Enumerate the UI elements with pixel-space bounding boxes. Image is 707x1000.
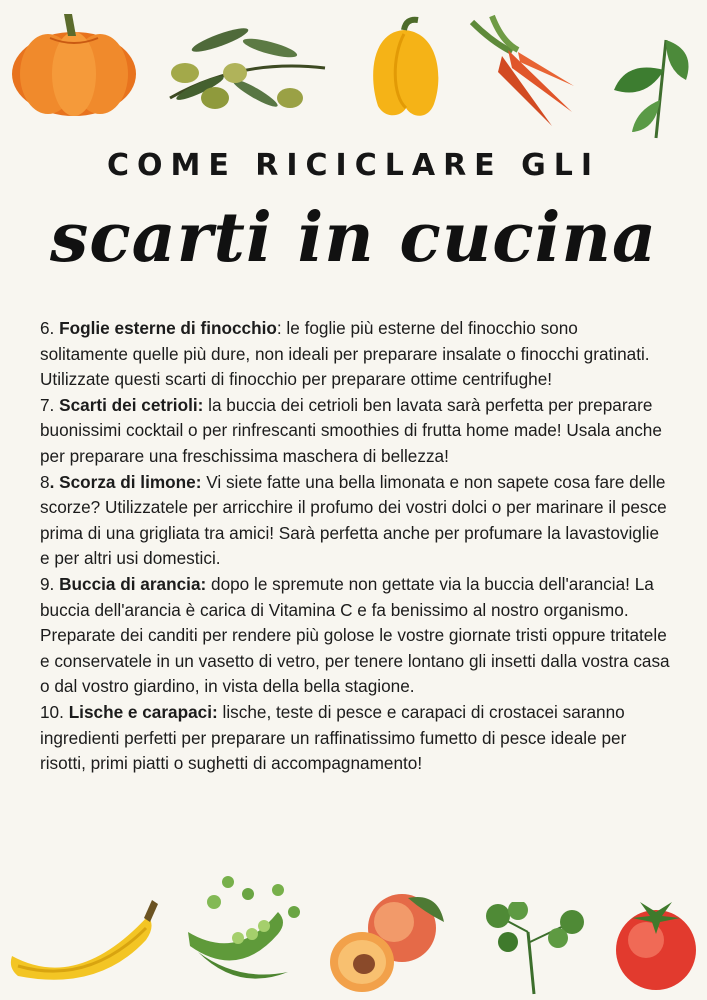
item-number: 8: [40, 471, 50, 492]
carrots-icon: [462, 12, 582, 130]
yellow-pepper-icon: [362, 16, 446, 122]
list-item: [40, 316, 670, 393]
list-item: [40, 393, 670, 470]
peas-icon: [178, 872, 308, 994]
item-heading: Foglie esterne di finocchio: [59, 318, 277, 338]
item-text: la buccia dei cetrioli ben lavata sarà perfetta per preparare buonissimi cocktail o per rinfrescanti smoothies di frutta home made! Usala anche per preparare una freschissima maschera di bellezza!: [40, 394, 662, 466]
item-number: 10.: [40, 701, 64, 722]
item-text: Vi siete fatte una bella limonata e non sapete cosa fare delle scorze? Utilizzatele per arricchire il profumo dei vostri dolci o per marinare il pesce prima di una grigliata tra amici! Sarà perfetta anche per profumare la lavastoviglie e per altri usi domestici.: [40, 471, 667, 569]
olive-branch-icon: [160, 18, 330, 118]
tomato-icon: [610, 894, 702, 992]
list-item: [40, 470, 670, 572]
list-item: [40, 572, 670, 700]
item-heading: . Scorza di limone:: [49, 471, 202, 492]
item-number: 7.: [40, 394, 55, 415]
item-heading: Lische e carapaci:: [68, 701, 218, 722]
item-text: : le foglie più esterne del finocchio sono solitamente quelle più dure, non ideali per preparare insalate o finocchi gratinati. Utilizzate questi scarti di finocchio per preparare ottime centrifughe!: [40, 318, 650, 390]
parsley-icon: [478, 902, 590, 996]
page-title: COME RICICLARE GLI: [106, 148, 601, 183]
item-heading: Scarti dei cetrioli:: [59, 394, 204, 415]
list-item: [40, 700, 670, 777]
item-text: dopo le spremute non gettate via la buccia dell'arancia! La buccia dell'arancia è carica di Vitamina C e fa benissimo al nostro organismo. Preparate dei canditi per rendere più golose le vostre giornate tristi oppure tritatele e conservatele in un vasetto di vetro, per tenere lontano gli insetti dalla vostra casa o dal vostro giardino, in vista della bella stagione.: [40, 573, 670, 697]
herb-leaf-icon: [606, 20, 702, 142]
item-number: 9.: [40, 573, 55, 594]
tips-list: [40, 316, 670, 777]
peach-icon: [328, 892, 448, 996]
pumpkin-icon: [8, 8, 140, 120]
item-number: 6.: [40, 318, 55, 338]
banana-icon: [8, 896, 158, 992]
item-heading: Buccia di arancia:: [59, 573, 207, 594]
page-subtitle: scarti in cucina: [49, 198, 657, 278]
item-text: lische, teste di pesce e carapaci di crostacei saranno ingredienti perfetti per preparare un raffinatissimo fumetto di pesce ideale per risotti, primi piatti o sughetti di accompagnamento!: [40, 701, 627, 774]
